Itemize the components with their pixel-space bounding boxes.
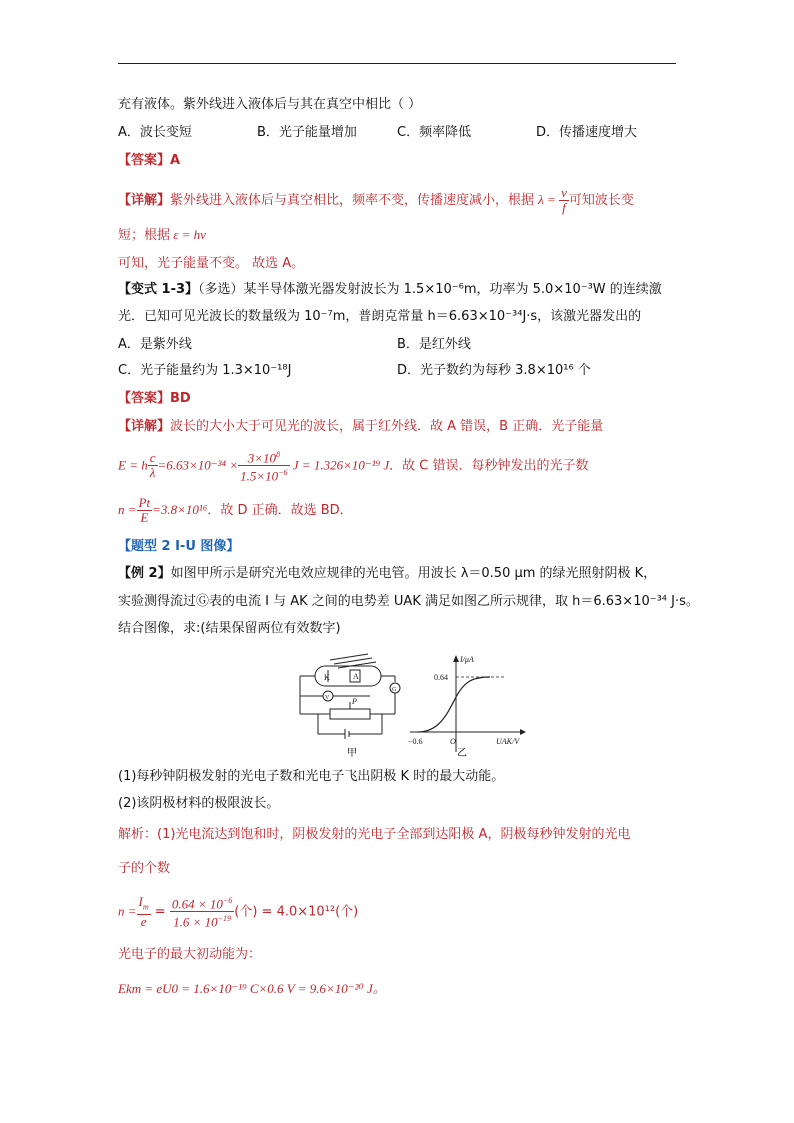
q3-sub-1: (1)每秒钟阴极发射的光电子数和光电子飞出阴极 K 时的最大动能。 bbox=[118, 769, 505, 784]
q3-solution-3: n = $\frac{I_m}{e}$ = $\frac{0.64 \times 10^{-6}}{1.6 \times 10^{-19}}$ (个) = 4.0×10¹²(个) bbox=[118, 893, 359, 930]
q1-detail-3: 可知，光子能量不变。 故选 A。 bbox=[118, 256, 305, 271]
formula-im-over-e: $\frac{I_m}{e}$ bbox=[138, 893, 149, 930]
q3-stem-1: 【例 2】如图甲所示是研究光电效应规律的光电管。用波长 λ＝0.50 μm 的绿光照射阴极 K， bbox=[118, 566, 657, 581]
graph-saturation-value: 0.64 bbox=[434, 673, 448, 682]
graph-y-label: I/μA bbox=[460, 655, 474, 664]
q1-option-d: D．传播速度增大 bbox=[536, 125, 638, 140]
q1-option-b: B．光子能量增加 bbox=[257, 125, 357, 140]
photoelectric-figure bbox=[290, 652, 530, 762]
q1-detail-2: 短；根据 ε = hν bbox=[118, 227, 206, 243]
q3-sub-2: (2)该阴极材料的极限波长。 bbox=[118, 796, 280, 811]
q3-solution-1: 解析：(1)光电流达到饱和时，阴极发射的光电子全部到达阳极 A，阴极每秒钟发射的光电 bbox=[118, 827, 631, 842]
anode-label: A bbox=[353, 672, 359, 681]
iu-curve bbox=[418, 677, 490, 732]
formula-c-over-lambda: $\frac{c}{\lambda}$ bbox=[149, 450, 156, 481]
q2-option-d: D．光子数约为每秒 3.8×10¹⁶ 个 bbox=[397, 363, 591, 378]
q2-stem-1: 【变式 1-3】（多选）某半导体激光器发射波长为 1.5×10⁻⁶m，功率为 5.0×10⁻³W 的连续激 bbox=[118, 282, 662, 297]
header-rule bbox=[118, 63, 676, 64]
q2-option-b: B．是红外线 bbox=[397, 337, 471, 352]
formula-fraction: $\frac{3\times 10^8}{1.5\times 10^{-6}}$ bbox=[240, 450, 288, 484]
formula-pt-over-e: $\frac{Pt}{E}$ bbox=[138, 495, 151, 525]
q1-detail-1: 【详解】紫外线进入液体后与真空相比，频率不变，传播速度减小，根据 λ = $\frac{v}{f}$ 可知波长变 bbox=[118, 185, 634, 215]
q1-option-a: A．波长变短 bbox=[118, 125, 192, 140]
section-title: 【题型 2 I-U 图像】 bbox=[118, 539, 240, 554]
detail-tag: 【详解】 bbox=[118, 193, 171, 208]
graph-origin: O bbox=[450, 737, 456, 746]
q2-detail-2: E = h $\frac{c}{\lambda}$ =6.63×10⁻³⁴ × $\frac{3\times 10^8}{1.5\times 10^{-6}}$ J = 1.326×10⁻¹⁹ J．故 C 错误．每秒钟发出的光子数 bbox=[118, 450, 589, 484]
q3-stem-2: 实验测得流过Ⓖ表的电流 I 与 AK 之间的电势差 UAK 满足如图乙所示规律，取 h＝6.63×10⁻³⁴ J·s。 bbox=[118, 594, 699, 609]
answer-tag: 【答案】 bbox=[118, 153, 171, 168]
q1-stem: 充有液体。紫外线进入液体后与其在真空中相比（ ） bbox=[118, 97, 422, 112]
formula-n-fraction: $\frac{0.64 \times 10^{-6}}{1.6 \times 10^{-19}}$ bbox=[171, 896, 233, 930]
detail-text-b: 可知波长变 bbox=[568, 193, 634, 208]
q2-detail-3: n = $\frac{Pt}{E}$ =3.8×10¹⁶．故 D 正确．故选 BD． bbox=[118, 495, 353, 525]
q3-stem-3: 结合图像，求:(结果保留两位有效数字) bbox=[118, 621, 341, 636]
figure-a-label: 甲 bbox=[347, 748, 357, 759]
figure-b-label: 乙 bbox=[457, 748, 467, 759]
galvanometer-label: G bbox=[392, 687, 397, 693]
graph-stopping-voltage: −0.6 bbox=[408, 737, 423, 746]
q1-option-c: C．频率降低 bbox=[397, 125, 472, 140]
q2-option-a: A．是紫外线 bbox=[118, 337, 192, 352]
q3-solution-4: 光电子的最大初动能为： bbox=[118, 947, 262, 962]
q3-solution-2: 子的个数 bbox=[118, 861, 171, 876]
q2-answer: 【答案】BD bbox=[118, 391, 191, 406]
q2-stem-2: 光．已知可见光波长的数量级为 10⁻⁷m，普朗克常量 h＝6.63×10⁻³⁴J·s，该激光器发出的 bbox=[118, 309, 642, 324]
detail-text: 紫外线进入液体后与真空相比，频率不变，传播速度减小，根据 bbox=[170, 193, 535, 208]
circuit-diagram bbox=[300, 654, 400, 739]
formula-v-over-f: $\frac{v}{f}$ bbox=[561, 185, 567, 215]
cathode-label: K bbox=[324, 673, 330, 682]
q1-answer bbox=[118, 152, 180, 170]
answer-value: A bbox=[170, 153, 181, 168]
slider-label: P bbox=[352, 697, 357, 706]
graph-x-label: UAK/V bbox=[496, 737, 520, 746]
q2-detail-1: 【详解】波长的大小大于可见光的波长，属于红外线．故 A 错误，B 正确．光子能量 bbox=[118, 419, 604, 434]
q2-option-c: C．光子能量约为 1.3×10⁻¹⁸J bbox=[118, 363, 292, 378]
voltmeter-label: V bbox=[325, 695, 330, 701]
q3-solution-5: Ekm = eU0 = 1.6×10⁻¹⁹ C×0.6 V = 9.6×10⁻²⁰ J。 bbox=[118, 981, 386, 996]
